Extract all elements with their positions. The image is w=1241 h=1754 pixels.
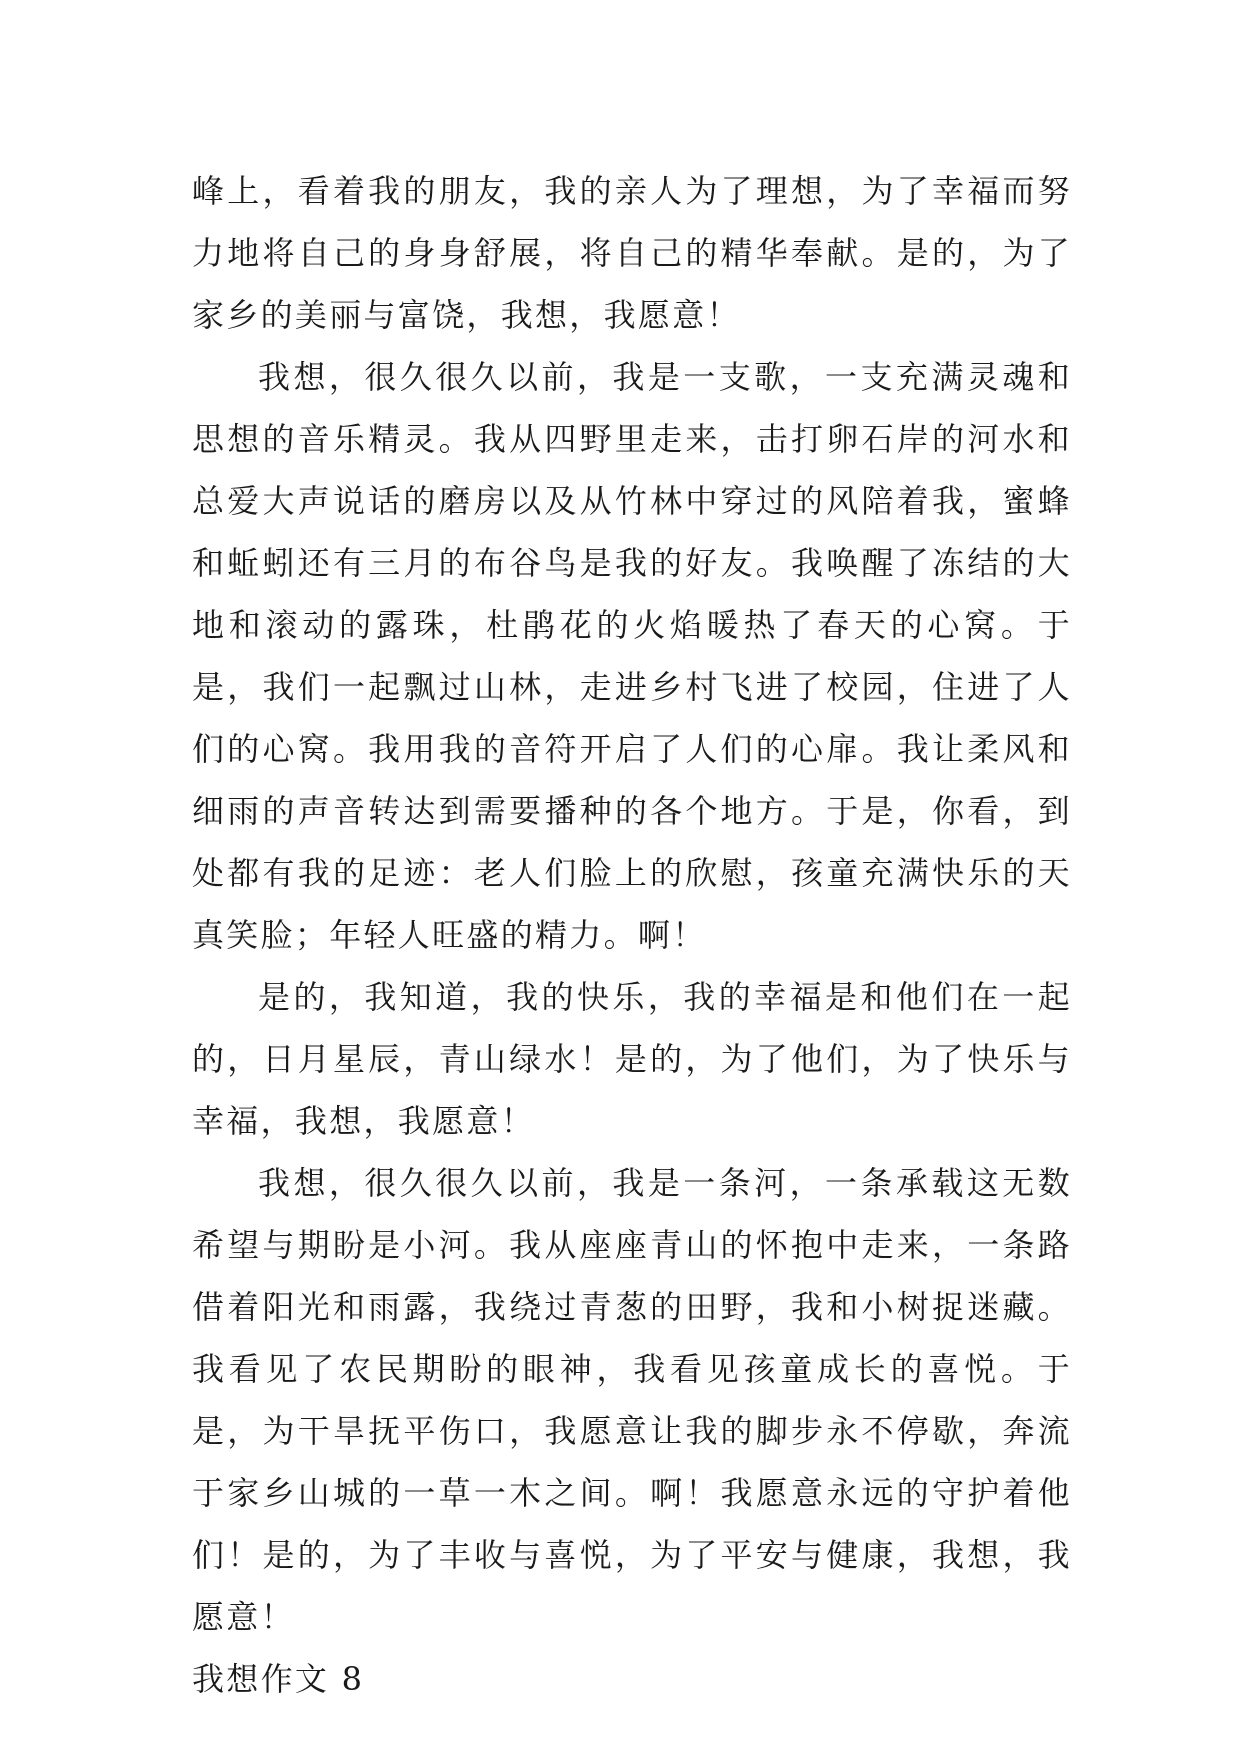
paragraph-2: 我想，很久很久以前，我是一支歌，一支充满灵魂和思想的音乐精灵。我从四野里走来，击打卵石岸的河水和总爱大声说话的磨房以及从竹林中穿过的风陪着我，蜜蜂和蚯蚓还有三月的布谷鸟是我的好友。我唤醒了冻结的大地和滚动的露珠，杜鹃花的火焰暖热了春天的心窝。于是，我们一起飘过山林，走进乡村飞进了校园，住进了人们的心窝。我用我的音符开启了人们的心扉。我让柔风和细雨的声音转达到需要播种的各个地方。于是，你看，到处都有我的足迹：老人们脸上的欣慰，孩童充满快乐的天真笑脸；年轻人旺盛的精力。啊！ — [192, 358, 1072, 954]
document-body — [192, 160, 1072, 1710]
section-heading: 我想作文 8 — [192, 1660, 365, 1698]
paragraph-3: 是的，我知道，我的快乐，我的幸福是和他们在一起的，日月星辰，青山绿水！是的，为了他们，为了快乐与幸福，我想，我愿意！ — [192, 978, 1072, 1140]
paragraph-4: 我想，很久很久以前，我是一条河，一条承载这无数希望与期盼是小河。我从座座青山的怀抱中走来，一条路借着阳光和雨露，我绕过青葱的田野，我和小树捉迷藏。我看见了农民期盼的眼神，我看见孩童成长的喜悦。于是，为干旱抚平伤口，我愿意让我的脚步永不停歇，奔流于家乡山城的一草一木之间。啊！我愿意永远的守护着他们！是的，为了丰收与喜悦，为了平安与健康，我想，我愿意！ — [192, 1164, 1072, 1636]
paragraph-1: 峰上，看着我的朋友，我的亲人为了理想，为了幸福而努力地将自己的身身舒展，将自己的精华奉献。是的，为了家乡的美丽与富饶，我想，我愿意！ — [192, 172, 1072, 334]
